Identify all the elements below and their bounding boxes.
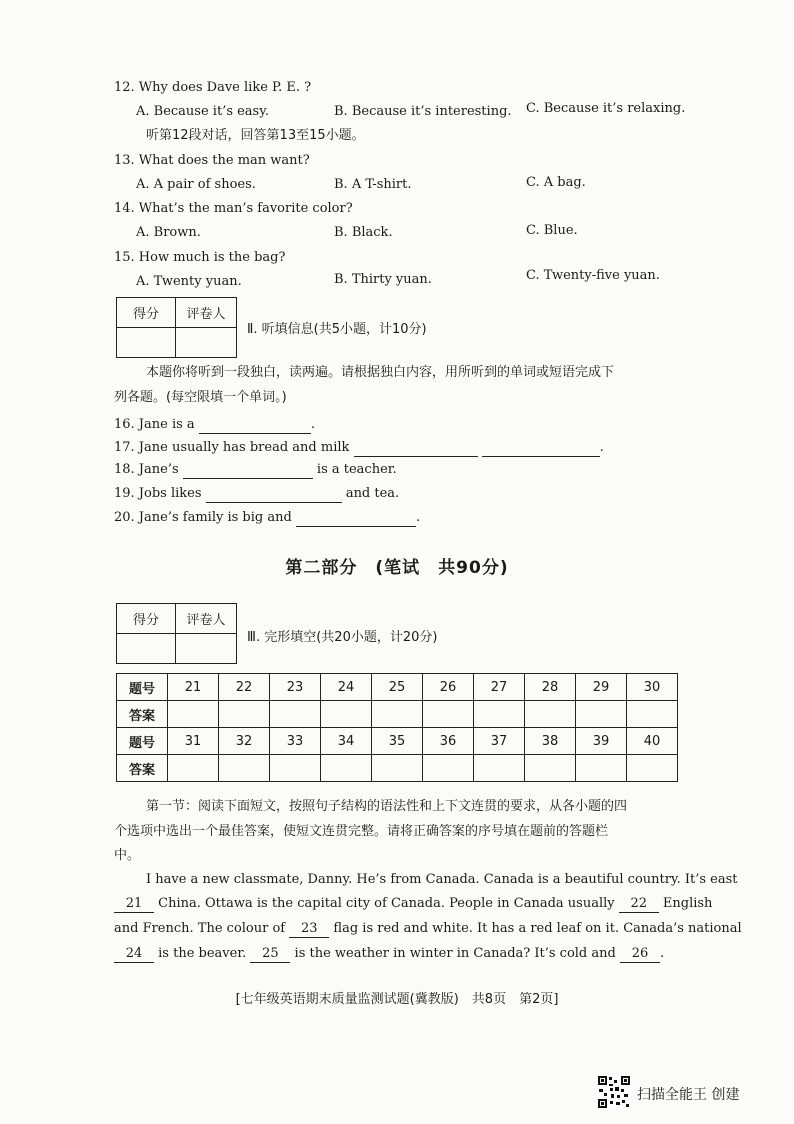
row-label-question: 题号 xyxy=(117,674,168,701)
grader-label: 评卷人 xyxy=(176,298,237,328)
cloze-blank-26[interactable]: 26 xyxy=(620,946,660,963)
question-number: 25 xyxy=(372,674,423,701)
question-number: 24 xyxy=(321,674,372,701)
answer-cell-36[interactable] xyxy=(423,755,474,782)
answer-cell-26[interactable] xyxy=(423,701,474,728)
answer-cell-21[interactable] xyxy=(168,701,219,728)
answer-cell-25[interactable] xyxy=(372,701,423,728)
question-13-option-b: B. A T-shirt. xyxy=(334,177,412,192)
passage-line-3 xyxy=(114,921,742,938)
row-label-question: 题号 xyxy=(117,728,168,755)
page-footer: [七年级英语期末质量监测试题(冀教版) 共8页 第2页] xyxy=(235,992,559,1007)
passage-line-1: I have a new classmate, Danny. He’s from Canada. Canada is a beautiful country. It’s east xyxy=(146,872,738,887)
fill-item-17-after: . xyxy=(599,440,604,455)
passage-line-2 xyxy=(114,896,712,913)
answer-cell-38[interactable] xyxy=(525,755,576,782)
fill-item-18-text: 18. Jane’s xyxy=(114,462,179,477)
fill-item-17 xyxy=(114,440,604,457)
section-3-title: Ⅲ. 完形填空(共20小题，计20分) xyxy=(247,630,438,645)
answer-cell-27[interactable] xyxy=(474,701,525,728)
section-3-intro-line-1: 第一节：阅读下面短文，按照句子结构的语法性和上下文连贯的要求，从各小题的四 xyxy=(146,799,628,814)
question-14-option-c: C. Blue. xyxy=(526,223,578,238)
question-number: 40 xyxy=(627,728,678,755)
answer-grid-number-row-2 xyxy=(117,728,678,755)
question-12-option-a: A. Because it’s easy. xyxy=(136,104,269,119)
qr-code-icon xyxy=(597,1075,631,1109)
instruction-dialogue-12: 听第12段对话，回答第13至15小题。 xyxy=(146,128,365,143)
answer-grid-number-row-1 xyxy=(117,674,678,701)
passage-line-3-text-a: and French. The colour of xyxy=(114,921,286,936)
question-number: 33 xyxy=(270,728,321,755)
fill-blank-16[interactable] xyxy=(199,417,311,434)
question-number: 36 xyxy=(423,728,474,755)
question-15-option-a: A. Twenty yuan. xyxy=(136,274,242,289)
answer-grid xyxy=(116,673,678,782)
question-number: 27 xyxy=(474,674,525,701)
fill-item-18 xyxy=(114,462,397,479)
question-number: 21 xyxy=(168,674,219,701)
cloze-blank-21[interactable]: 21 xyxy=(114,896,154,913)
section-3-intro-line-2: 个选项中选出一个最佳答案，使短文连贯完整。请将正确答案的序号填在题前的答题栏 xyxy=(114,824,609,839)
answer-cell-35[interactable] xyxy=(372,755,423,782)
question-number: 22 xyxy=(219,674,270,701)
question-15-stem: 15. How much is the bag? xyxy=(114,250,286,265)
passage-line-2-text-a: China. Ottawa is the capital city of Canada. People in Canada usually xyxy=(158,896,615,911)
fill-item-17-text: 17. Jane usually has bread and milk xyxy=(114,440,350,455)
answer-cell-31[interactable] xyxy=(168,755,219,782)
question-number: 37 xyxy=(474,728,525,755)
section-3-intro-line-3: 中。 xyxy=(114,848,141,863)
cloze-blank-22[interactable]: 22 xyxy=(619,896,659,913)
question-number: 38 xyxy=(525,728,576,755)
answer-cell-40[interactable] xyxy=(627,755,678,782)
question-13-option-c: C. A bag. xyxy=(526,175,586,190)
score-box-section-2 xyxy=(116,297,237,358)
fill-item-19-text: 19. Jobs likes xyxy=(114,486,202,501)
question-14-stem: 14. What’s the man’s favorite color? xyxy=(114,201,353,216)
answer-cell-28[interactable] xyxy=(525,701,576,728)
question-12-option-c: C. Because it’s relaxing. xyxy=(526,101,686,116)
question-number: 32 xyxy=(219,728,270,755)
grader-cell[interactable] xyxy=(176,328,237,358)
question-15-option-c: C. Twenty-five yuan. xyxy=(526,268,660,283)
answer-cell-33[interactable] xyxy=(270,755,321,782)
fill-blank-17a[interactable] xyxy=(354,440,478,457)
answer-cell-37[interactable] xyxy=(474,755,525,782)
answer-cell-23[interactable] xyxy=(270,701,321,728)
answer-grid-answer-row-1 xyxy=(117,701,678,728)
question-number: 28 xyxy=(525,674,576,701)
section-2-title: Ⅱ. 听填信息(共5小题，计10分) xyxy=(247,322,427,337)
answer-cell-24[interactable] xyxy=(321,701,372,728)
question-14-option-b: B. Black. xyxy=(334,225,393,240)
question-number: 34 xyxy=(321,728,372,755)
row-label-answer: 答案 xyxy=(117,701,168,728)
score-label: 得分 xyxy=(117,604,176,634)
answer-cell-32[interactable] xyxy=(219,755,270,782)
question-13-option-a: A. A pair of shoes. xyxy=(136,177,256,192)
question-12-option-b: B. Because it’s interesting. xyxy=(334,104,512,119)
answer-cell-39[interactable] xyxy=(576,755,627,782)
passage-line-4 xyxy=(114,946,664,963)
passage-line-4-text-a: is the beaver. xyxy=(158,946,247,961)
cloze-blank-25[interactable]: 25 xyxy=(250,946,290,963)
grader-cell[interactable] xyxy=(176,634,237,664)
question-number: 23 xyxy=(270,674,321,701)
fill-blank-17b[interactable] xyxy=(482,440,600,457)
scanner-watermark: 扫描全能王 创建 xyxy=(637,1087,740,1103)
passage-line-2-text-b: English xyxy=(662,896,713,911)
answer-cell-30[interactable] xyxy=(627,701,678,728)
fill-blank-19[interactable] xyxy=(206,486,342,503)
fill-item-20-after: . xyxy=(415,510,421,525)
question-14-option-a: A. Brown. xyxy=(136,225,201,240)
answer-cell-22[interactable] xyxy=(219,701,270,728)
question-number: 31 xyxy=(168,728,219,755)
fill-item-16 xyxy=(114,417,315,434)
section-2-intro-line-1: 本题你将听到一段独白，读两遍。请根据独白内容，用所听到的单词或短语完成下 xyxy=(146,365,615,380)
row-label-answer: 答案 xyxy=(117,755,168,782)
answer-cell-29[interactable] xyxy=(576,701,627,728)
fill-item-18-after: is a teacher. xyxy=(316,462,397,477)
score-box-section-3 xyxy=(116,603,237,664)
cloze-blank-24[interactable]: 24 xyxy=(114,946,154,963)
fill-item-20 xyxy=(114,510,420,527)
question-12-stem: 12. Why does Dave like P. E. ? xyxy=(114,80,312,95)
question-number: 39 xyxy=(576,728,627,755)
passage-line-4-text-b: is the weather in winter in Canada? It’s cold and xyxy=(294,946,616,961)
section-2-intro-line-2: 列各题。(每空限填一个单词。) xyxy=(114,390,287,405)
question-number: 30 xyxy=(627,674,678,701)
fill-blank-20[interactable] xyxy=(296,510,416,527)
score-cell[interactable] xyxy=(117,634,176,664)
fill-item-20-text: 20. Jane’s family is big and xyxy=(114,510,292,525)
question-number: 26 xyxy=(423,674,474,701)
part-2-title: 第二部分 (笔试 共90分) xyxy=(285,558,509,578)
fill-item-16-after: . xyxy=(310,417,315,432)
question-number: 35 xyxy=(372,728,423,755)
score-cell[interactable] xyxy=(117,328,176,358)
fill-item-19 xyxy=(114,486,399,503)
question-number: 29 xyxy=(576,674,627,701)
question-13-stem: 13. What does the man want? xyxy=(114,153,310,168)
question-15-option-b: B. Thirty yuan. xyxy=(334,272,432,287)
fill-blank-18[interactable] xyxy=(183,462,313,479)
fill-item-19-after: and tea. xyxy=(345,486,400,501)
passage-line-3-text-b: flag is red and white. It has a red leaf on it. Canada’s national xyxy=(333,921,742,936)
fill-item-16-text: 16. Jane is a xyxy=(114,417,195,432)
grader-label: 评卷人 xyxy=(176,604,237,634)
cloze-blank-23[interactable]: 23 xyxy=(289,921,329,938)
score-label: 得分 xyxy=(117,298,176,328)
answer-cell-34[interactable] xyxy=(321,755,372,782)
answer-grid-answer-row-2 xyxy=(117,755,678,782)
passage-line-4-text-c: . xyxy=(659,946,665,961)
